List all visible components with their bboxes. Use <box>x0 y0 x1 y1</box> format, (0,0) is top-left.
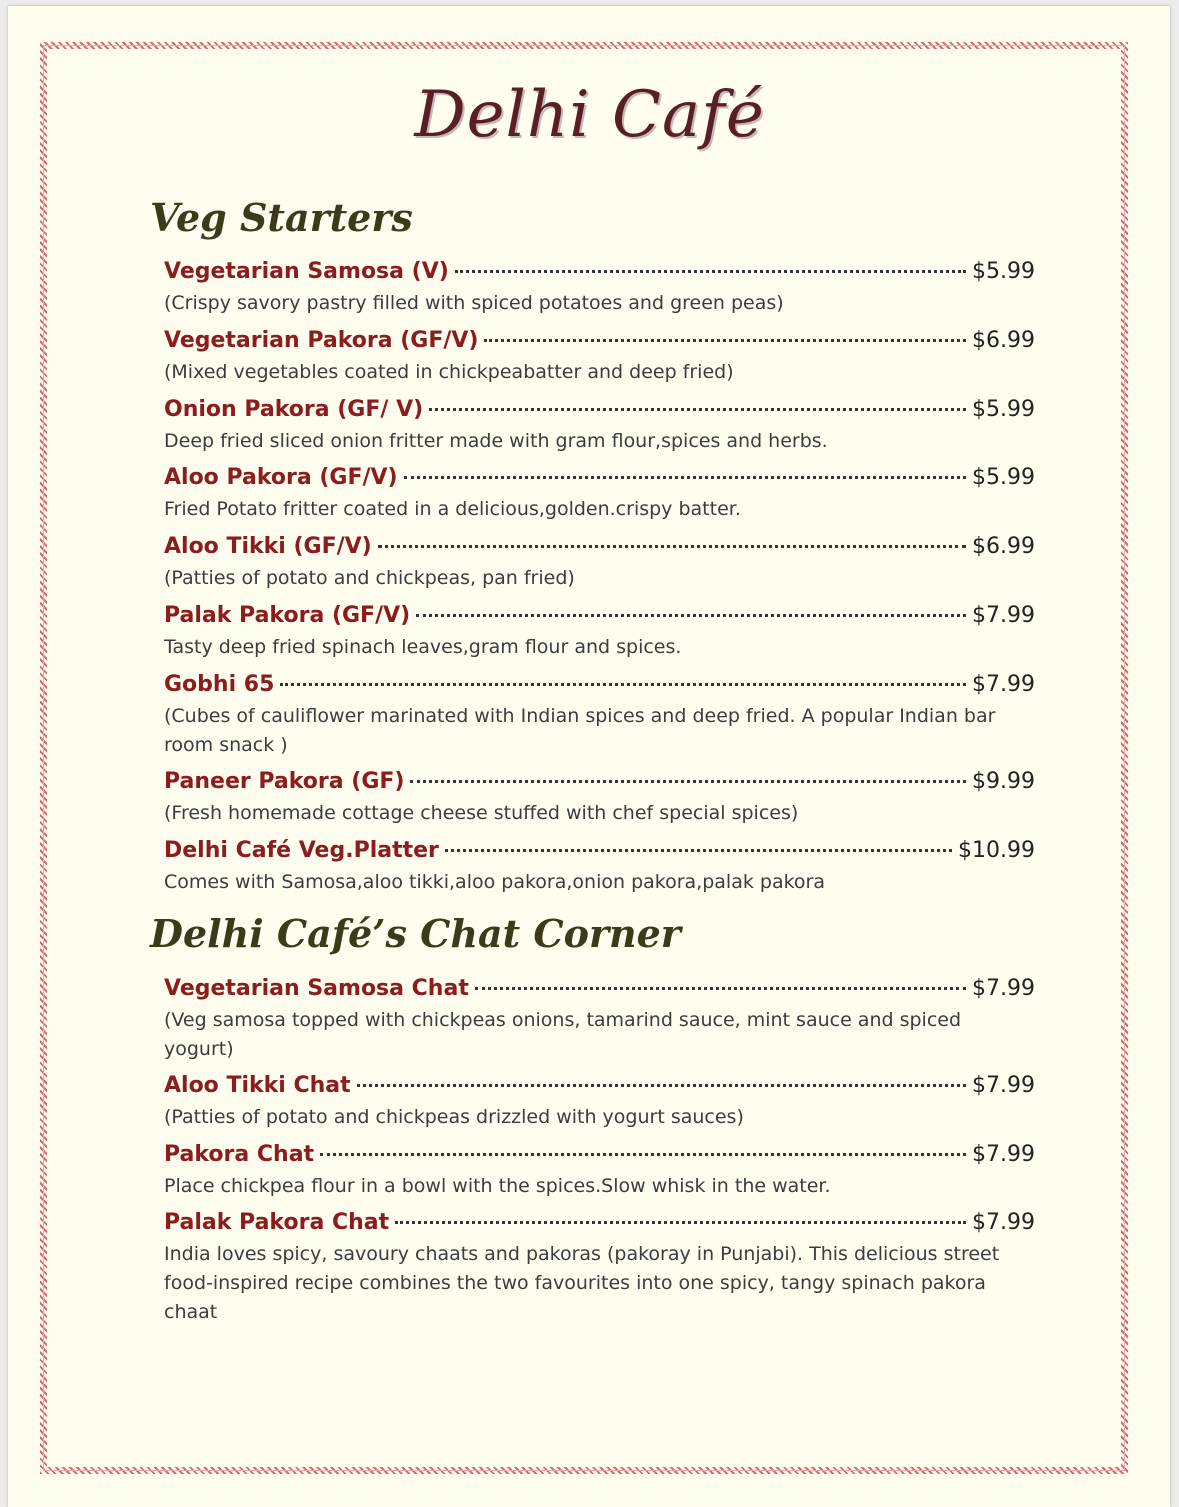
menu-item <box>164 976 1035 1064</box>
menu-item <box>164 1142 1035 1201</box>
item-price: $7.99 <box>972 1073 1035 1098</box>
item-description: Deep fried sliced onion fritter made with gram flour,spices and herbs. <box>164 430 828 452</box>
item-price: $6.99 <box>972 328 1035 353</box>
item-name: Vegetarian Samosa Chat <box>164 976 469 1001</box>
item-description: (Patties of potato and chickpeas drizzled with yogurt sauces) <box>164 1106 744 1128</box>
menu-item <box>164 603 1035 662</box>
item-price: $5.99 <box>972 259 1035 284</box>
dot-leader <box>378 545 966 548</box>
item-price: $5.99 <box>972 397 1035 422</box>
dot-leader <box>280 683 966 686</box>
dot-leader <box>395 1221 966 1224</box>
menu-item <box>164 838 1035 897</box>
dot-leader <box>484 339 966 342</box>
item-description: India loves spicy, savoury chaats and pakoras (pakoray in Punjabi). This delicious street food-inspired recipe combines the two favourites into one spicy, tangy spinach pakora chaat <box>164 1243 1000 1323</box>
item-name: Vegetarian Samosa (V) <box>164 259 449 284</box>
dot-leader <box>404 476 966 479</box>
item-name: Aloo Tikki (GF/V) <box>164 534 372 559</box>
item-name: Gobhi 65 <box>164 672 275 697</box>
item-price: $10.99 <box>958 838 1035 863</box>
item-description: (Fresh homemade cottage cheese stuffed with chef special spices) <box>164 802 799 824</box>
item-description: (Cubes of cauliflower marinated with Indian spices and deep fried. A popular Indian bar room snack ) <box>164 705 996 756</box>
item-name: Aloo Pakora (GF/V) <box>164 465 398 490</box>
dot-leader <box>429 408 966 411</box>
item-description: (Crispy savory pastry filled with spiced potatoes and green peas) <box>164 292 784 314</box>
item-price: $5.99 <box>972 465 1035 490</box>
menu-item <box>164 534 1035 593</box>
menu-item <box>164 465 1035 524</box>
item-name: Palak Pakora Chat <box>164 1210 390 1235</box>
item-price: $7.99 <box>972 1142 1035 1167</box>
item-price: $9.99 <box>972 769 1035 794</box>
dot-leader <box>416 614 966 617</box>
item-price: $7.99 <box>972 1210 1035 1235</box>
dot-leader <box>475 987 966 990</box>
item-name: Paneer Pakora (GF) <box>164 769 405 794</box>
item-name: Vegetarian Pakora (GF/V) <box>164 328 479 353</box>
item-name: Aloo Tikki Chat <box>164 1073 351 1098</box>
item-name: Pakora Chat <box>164 1142 315 1167</box>
item-description: (Patties of potato and chickpeas, pan fried) <box>164 567 575 589</box>
menu-item <box>164 397 1035 456</box>
item-name: Delhi Café Veg.Platter <box>164 838 439 863</box>
item-description: (Veg samosa topped with chickpeas onions, tamarind sauce, mint sauce and spiced yogurt) <box>164 1009 962 1060</box>
item-price: $7.99 <box>972 976 1035 1001</box>
item-description: (Mixed vegetables coated in chickpeabatter and deep fried) <box>164 361 734 383</box>
menu-item <box>164 259 1035 318</box>
menu-item <box>164 769 1035 828</box>
menu-item <box>164 1073 1035 1132</box>
section-heading-veg-starters: Veg Starters <box>150 195 413 240</box>
dot-leader <box>455 270 966 273</box>
item-price: $6.99 <box>972 534 1035 559</box>
restaurant-title: Delhi Café <box>414 78 765 152</box>
item-description: Tasty deep fried spinach leaves,gram flour and spices. <box>164 636 682 658</box>
menu-item <box>164 328 1035 387</box>
item-description: Fried Potato fritter coated in a delicious,golden.crispy batter. <box>164 498 741 520</box>
dot-leader <box>357 1084 966 1087</box>
dot-leader <box>410 780 966 783</box>
dot-leader <box>320 1153 966 1156</box>
dot-leader <box>445 849 952 852</box>
item-price: $7.99 <box>972 672 1035 697</box>
section-heading-chat-corner: Delhi Café’s Chat Corner <box>150 911 681 956</box>
item-price: $7.99 <box>972 603 1035 628</box>
item-name: Onion Pakora (GF/ V) <box>164 397 424 422</box>
item-description: Comes with Samosa,aloo tikki,aloo pakora,onion pakora,palak pakora <box>164 871 825 893</box>
menu-item <box>164 1210 1035 1327</box>
menu-item <box>164 672 1035 760</box>
item-name: Palak Pakora (GF/V) <box>164 603 411 628</box>
item-description: Place chickpea flour in a bowl with the spices.Slow whisk in the water. <box>164 1175 831 1197</box>
